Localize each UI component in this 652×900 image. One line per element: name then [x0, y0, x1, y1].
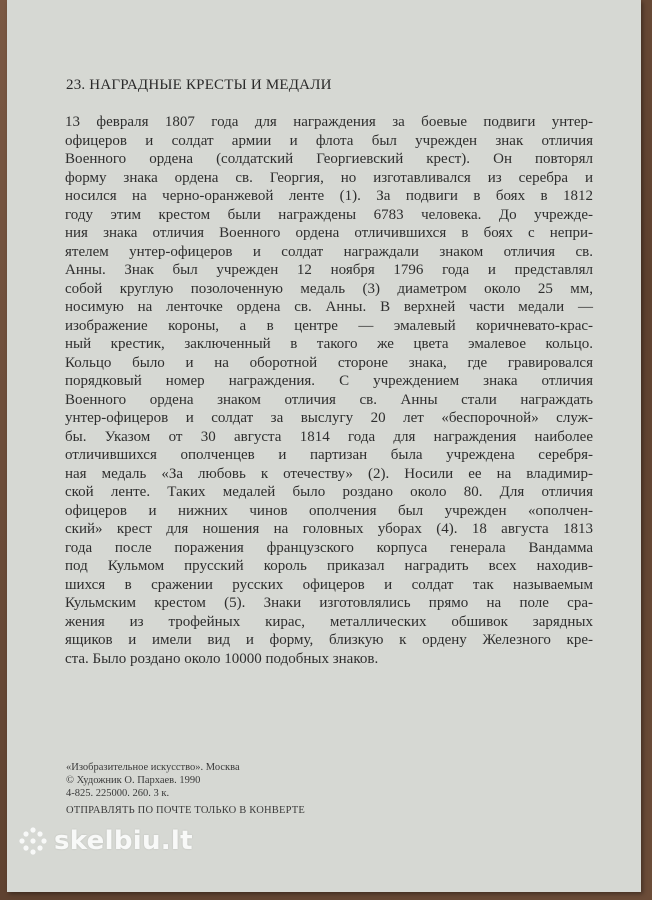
publisher-line: «Изобразительное искусство». Москва — [66, 762, 240, 773]
body-line: изображение короны, а в центре — эмалевый коричневато-крас- — [65, 317, 593, 334]
body-line: офицеров и нижних чинов ополчения был учрежден «ополчен- — [65, 502, 593, 519]
mailing-notice: ОТПРАВЛЯТЬ ПО ПОЧТЕ ТОЛЬКО В КОНВЕРТЕ — [66, 805, 306, 816]
body-line: шихся в сражении русских офицеров и солдат так называемым — [65, 576, 593, 593]
body-line: Военного ордена знаком отличия св. Анны стали награждать — [65, 391, 593, 408]
body-line: Военного ордена (солдатский Георгиевский крест). Он повторял — [65, 151, 593, 167]
body-line: форму знака ордена св. Георгия, но изготавливался из серебра и — [65, 169, 593, 186]
body-line: бы. Указом от 30 августа 1814 года для награждения наиболее — [65, 428, 593, 445]
body-line: ста. Было роздано около 10000 подобных знаков. — [65, 650, 379, 667]
body-line: года после поражения французского корпуса генерала Вандамма — [65, 539, 593, 556]
body-line: носился на черно-оранжевой ленте (1). За подвиги в боях в 1812 — [65, 188, 593, 204]
body-line: жения из трофейных кирас, металлических обшивок зарядных — [65, 613, 593, 630]
body-line: отличившихся ополченцев и партизан была учреждена серебря- — [65, 447, 593, 463]
body-line: носимую на ленточке ордена св. Анны. В верхней части медали — — [65, 299, 593, 315]
body-line: ский» крест для ношения на головных уборах (4). 18 августа 1813 — [65, 521, 593, 537]
card-heading: 23. НАГРАДНЫЕ КРЕСТЫ И МЕДАЛИ — [66, 77, 332, 93]
body-line: 13 февраля 1807 года для награждения за боевые подвиги унтер- — [65, 114, 593, 130]
body-line: ная медаль «За любовь к отечеству» (2). Носили ее на владимир- — [65, 465, 593, 482]
copyright-line: © Художник О. Пархаев. 1990 — [66, 775, 201, 786]
postcard — [7, 0, 641, 892]
body-text — [65, 113, 593, 668]
body-line: офицеров и солдат армии и флота был учрежден знак отличия — [65, 132, 593, 149]
imprint-block — [66, 761, 305, 817]
body-line: ской ленте. Таких медалей было роздано около 80. Для отличия — [65, 484, 593, 500]
watermark-text: skelbiu.lt — [54, 826, 193, 856]
body-line: Кольцо было и на оборотной стороне знака, где гравировался — [65, 354, 593, 371]
body-line: собой круглую позолоченную медаль (3) диаметром около 25 мм, — [65, 280, 593, 297]
body-line: году этим крестом были награждены 6783 человека. До учрежде- — [65, 206, 593, 223]
body-line: порядковый номер награждения. С учреждением знака отличия — [65, 373, 593, 389]
print-code-line: 4-825. 225000. 260. 3 к. — [66, 788, 170, 799]
body-line: ящиков и имели вид и форму, близкую к ордену Железного кре- — [65, 632, 593, 648]
watermark — [18, 826, 193, 856]
body-line: Кульмским крестом (5). Знаки изготовлялись прямо на поле сра- — [65, 595, 593, 611]
body-line: унтер-офицеров и солдат за выслугу 20 лет «беспорочной» служ- — [65, 410, 593, 426]
body-line: под Кульмом прусский король приказал наградить всех находив- — [65, 558, 593, 574]
body-line: ния знака отличия Военного ордена отличившихся в боях с непри- — [65, 225, 593, 241]
body-line: Анны. Знак был учрежден 12 ноября 1796 года и представлял — [65, 262, 593, 278]
body-line: ятелем унтер-офицеров и солдат награждали знаком отличия св. — [65, 243, 593, 260]
dots-grid-icon — [18, 826, 48, 856]
body-line: ный крестик, заключенный в такого же цвета эмалевое кольцо. — [65, 336, 593, 352]
